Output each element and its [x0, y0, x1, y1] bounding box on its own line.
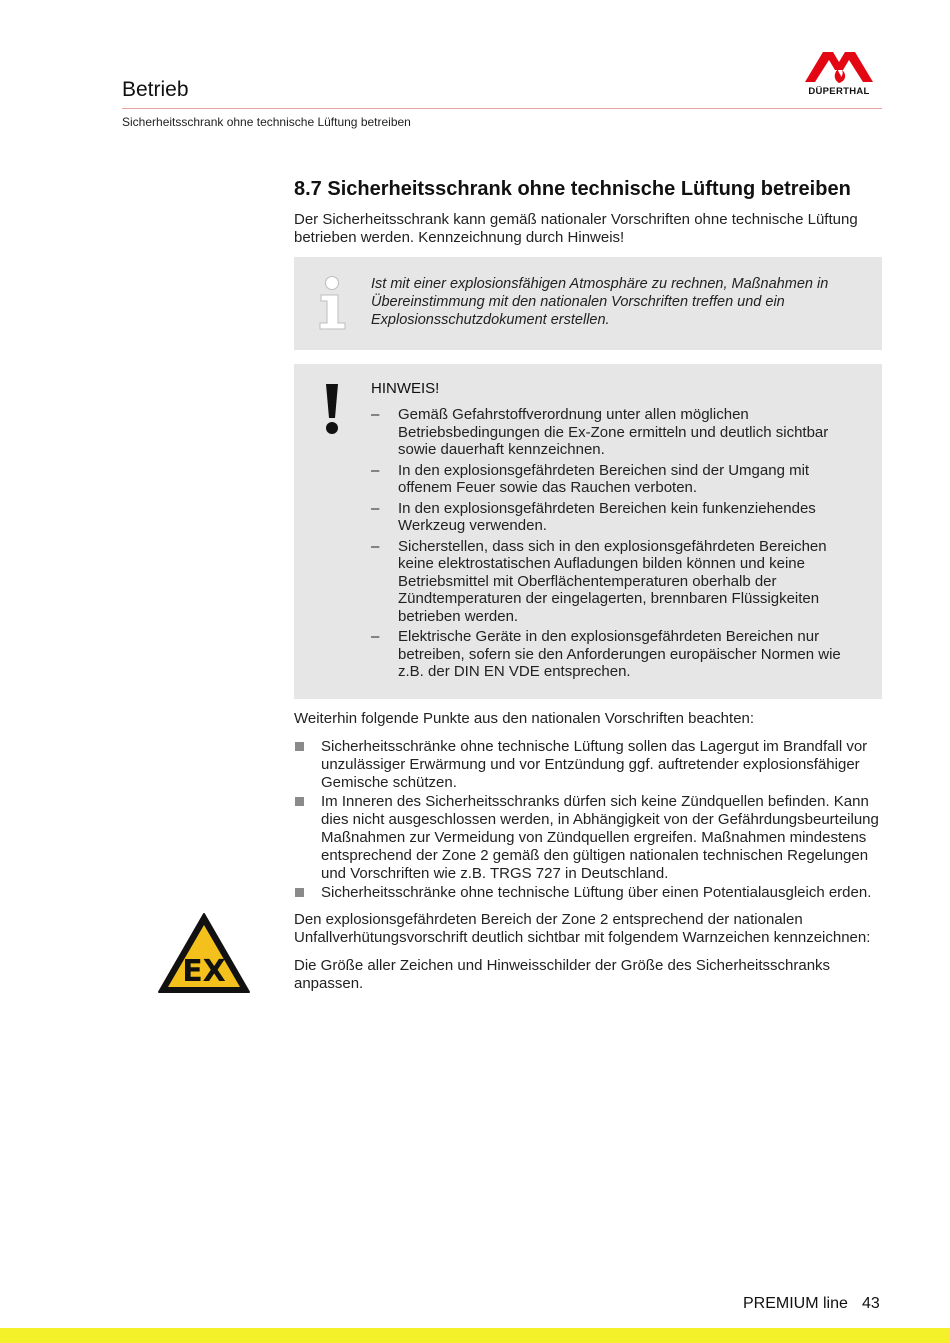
bullet-item: [294, 793, 882, 882]
bullet-item: [294, 738, 882, 791]
info-icon: [316, 275, 350, 331]
ex-sign-label: EX: [182, 954, 226, 989]
header-divider: [122, 108, 882, 109]
bullet-item-text: Sicherheitsschränke ohne technische Lüftung über einen Potentialausgleich erden.: [321, 884, 872, 902]
note-item: [371, 462, 851, 497]
exclamation-icon: [320, 382, 344, 436]
info-box: [294, 257, 882, 350]
ex-zone-text: Den explosionsgefährdeten Bereich der Zone 2 entsprechend der nationalen Unfallverhütungsvorschrift deutlich sichtbar mit folgendem Warnzeichen kennzeichnen:: [294, 911, 871, 946]
page-header-title: Betrieb: [122, 78, 189, 101]
note-item: [371, 406, 851, 459]
dash-marker: –: [371, 406, 380, 423]
note-box: [294, 364, 882, 699]
square-bullet-icon: [295, 888, 304, 897]
bullet-item-text: Sicherheitsschränke ohne technische Lüftung sollen das Lagergut im Brandfall vor unzulässiger Erwärmung und vor Entzündung ggf. auftretender explosionsfähiger Gemische schützen.: [321, 738, 868, 791]
bullet-list: [294, 738, 882, 904]
note-item: [371, 538, 851, 626]
note-item-text: Elektrische Geräte in den explosionsgefährdeten Bereichen nur betreiben, sofern sie den Anforderungen europäischer Normen wie z.B. der DIN EN VDE entsprechen.: [398, 628, 841, 680]
dash-marker: –: [371, 461, 380, 479]
note-item-text: Sicherstellen, dass sich in den explosionsgefährdeten Bereichen keine elektrostatischen Aufladungen bilden können und keine Betriebsmittel mit Oberflächentemperaturen oberhalb der Zündtemperaturen der eingelagerten, brennbaren Flüssigkeiten betrieben werden.: [398, 537, 827, 625]
dash-marker: –: [371, 537, 380, 555]
note-item-text: In den explosionsgefährdeten Bereichen kein funkenziehendes Werkzeug verwenden.: [398, 499, 816, 534]
ex-warning-sign-icon: [157, 912, 251, 994]
sign-size-text: Die Größe aller Zeichen und Hinweisschilder der Größe des Sicherheitsschranks anpassen.: [294, 957, 831, 992]
square-bullet-icon: [295, 797, 304, 806]
square-bullet-icon: [295, 742, 304, 751]
note-item: [371, 500, 851, 535]
note-item-text: Gemäß Gefahrstoffverordnung unter allen möglichen Betriebsbedingungen die Ex-Zone ermitteln und deutlich sichtbar sowie dauerhaft kennzeichnen.: [398, 406, 829, 458]
page-header-subtitle: Sicherheitsschrank ohne technische Lüftung betreiben: [122, 115, 411, 129]
page-number: 43: [862, 1295, 880, 1312]
section-intro: Der Sicherheitsschrank kann gemäß nationaler Vorschriften ohne technische Lüftung betrieben werden. Kennzeichnung durch Hinweis!: [294, 211, 858, 246]
footer-color-bar: [0, 1328, 950, 1343]
note-heading: HINWEIS!: [371, 380, 440, 397]
brand-logo-mark: [803, 50, 875, 86]
bullet-item-text: Im Inneren des Sicherheitsschranks dürfen sich keine Zündquellen befinden. Kann dies nicht ausgeschlossen werden, in Abhängigkeit von der Gefährdungsbeurteilung Maßnahmen zur Vermeidung von Zündquellen ergreifen. Maßnahmen mindestens entsprechend der Zone 2 gemäß den gültigen nationalen technischen Regelungen und Vorschriften wie z.B. TRGS 727 in Deutschland.: [321, 793, 879, 882]
info-text: Ist mit einer explosionsfähigen Atmosphäre zu rechnen, Maßnahmen in Übereinstimmung mit den nationalen Vorschriften treffen und ein Explosionsschutzdokument erstellen.: [371, 276, 829, 328]
further-intro: Weiterhin folgende Punkte aus den nationalen Vorschriften beachten:: [294, 710, 755, 727]
note-list: [371, 406, 851, 684]
brand-logo: [803, 50, 875, 102]
section-title: 8.7 Sicherheitsschrank ohne technische Lüftung betreiben: [294, 178, 851, 200]
footer-product-name: PREMIUM line: [743, 1295, 848, 1312]
note-item: [371, 628, 851, 681]
brand-logo-text: DÜPERTHAL: [808, 86, 870, 97]
note-item-text: In den explosionsgefährdeten Bereichen sind der Umgang mit offenem Feuer sowie das Rauchen verboten.: [398, 461, 810, 496]
bullet-item: [294, 884, 882, 902]
dash-marker: –: [371, 499, 380, 517]
dash-marker: –: [371, 628, 380, 645]
